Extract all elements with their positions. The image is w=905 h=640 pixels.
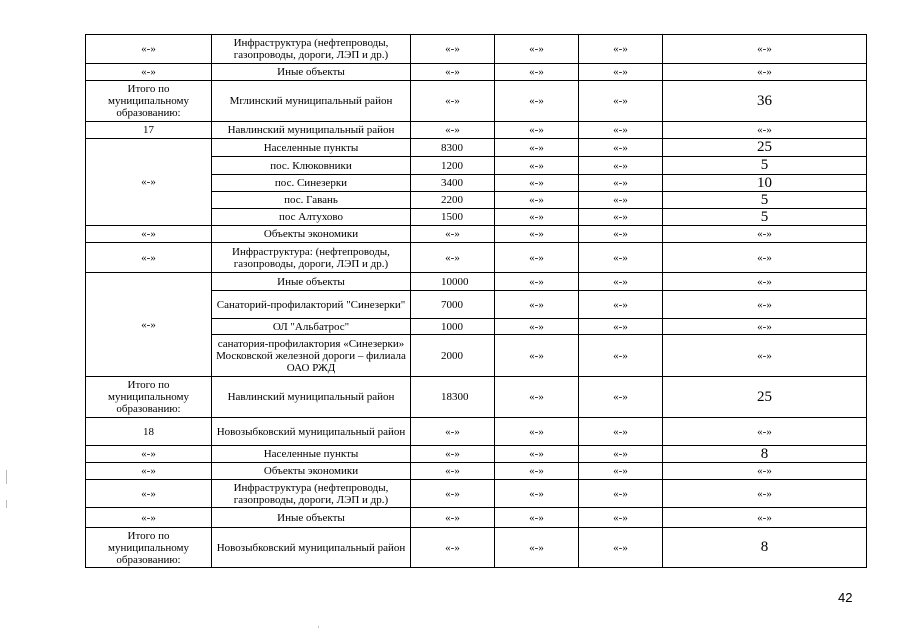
cell-col5: «-»: [579, 508, 663, 528]
table-row: [86, 64, 867, 81]
cell-col6: 8: [663, 446, 867, 463]
cell-col5: «-»: [579, 446, 663, 463]
cell-col3: «-»: [411, 418, 495, 446]
cell-col1: Итого по муниципальному образованию:: [86, 528, 212, 568]
table-row: [86, 463, 867, 480]
cell-col6: «-»: [663, 122, 867, 139]
cell-col4: «-»: [495, 226, 579, 243]
cell-col5: «-»: [579, 480, 663, 508]
cell-col1: 18: [86, 418, 212, 446]
cell-col4: «-»: [495, 64, 579, 81]
cell-col1: Итого по муниципальному образованию:: [86, 81, 212, 122]
cell-object: санатория-профилактория «Синезерки» Московской железной дороги – филиала ОАО РЖД: [212, 335, 411, 377]
cell-col3: «-»: [411, 243, 495, 273]
cell-object: Санаторий-профилакторий "Синезерки": [212, 291, 411, 319]
scan-mark: [6, 470, 7, 484]
table-row: [86, 35, 867, 64]
cell-col3: «-»: [411, 528, 495, 568]
cell-col4: «-»: [495, 139, 579, 157]
table-row-district: [86, 418, 867, 446]
cell-col1: «-»: [86, 35, 212, 64]
cell-object: пос. Гавань: [212, 192, 411, 209]
cell-col4: «-»: [495, 209, 579, 226]
cell-object: Населенные пункты: [212, 139, 411, 157]
table-row-total: [86, 377, 867, 418]
cell-col4: «-»: [495, 175, 579, 192]
cell-col3: 1000: [411, 319, 495, 335]
cell-col4: «-»: [495, 192, 579, 209]
table-row: [86, 226, 867, 243]
cell-col3: «-»: [411, 226, 495, 243]
cell-col3: 10000: [411, 273, 495, 291]
cell-col4: «-»: [495, 81, 579, 122]
cell-col3: 8300: [411, 139, 495, 157]
cell-col1: «-»: [86, 226, 212, 243]
cell-col1: «-»: [86, 463, 212, 480]
cell-col5: «-»: [579, 64, 663, 81]
cell-col5: «-»: [579, 273, 663, 291]
cell-col3: 1200: [411, 157, 495, 175]
table-row: [86, 446, 867, 463]
cell-col4: «-»: [495, 122, 579, 139]
table-row: [86, 139, 867, 157]
cell-object: пос Алтухово: [212, 209, 411, 226]
cell-col3: «-»: [411, 122, 495, 139]
cell-col1: «-»: [86, 243, 212, 273]
cell-object: пос. Клюковники: [212, 157, 411, 175]
cell-col3: «-»: [411, 480, 495, 508]
cell-col6: 36: [663, 81, 867, 122]
cell-object: Новозыбковский муниципальный район: [212, 528, 411, 568]
cell-col3: «-»: [411, 64, 495, 81]
cell-object: Инфраструктура (нефтепроводы, газопроводы, дороги, ЛЭП и др.): [212, 35, 411, 64]
cell-object: Населенные пункты: [212, 446, 411, 463]
cell-col3: 3400: [411, 175, 495, 192]
cell-col3: 1500: [411, 209, 495, 226]
cell-col4: «-»: [495, 446, 579, 463]
cell-col5: «-»: [579, 122, 663, 139]
cell-col5: «-»: [579, 319, 663, 335]
cell-col5: «-»: [579, 528, 663, 568]
cell-object: Объекты экономики: [212, 226, 411, 243]
cell-col4: «-»: [495, 157, 579, 175]
cell-col3: «-»: [411, 463, 495, 480]
cell-col5: «-»: [579, 335, 663, 377]
cell-col3: «-»: [411, 35, 495, 64]
cell-col4: «-»: [495, 335, 579, 377]
table-row: [86, 480, 867, 508]
cell-col3: 18300: [411, 377, 495, 418]
cell-object: Навлинский муниципальный район: [212, 122, 411, 139]
cell-col4: «-»: [495, 319, 579, 335]
table-row: [86, 273, 867, 291]
cell-object: Новозыбковский муниципальный район: [212, 418, 411, 446]
cell-col5: «-»: [579, 139, 663, 157]
cell-col4: «-»: [495, 377, 579, 418]
cell-col3: «-»: [411, 508, 495, 528]
cell-col5: «-»: [579, 35, 663, 64]
table-row-district: [86, 122, 867, 139]
cell-col5: «-»: [579, 209, 663, 226]
cell-col6: «-»: [663, 64, 867, 81]
cell-col4: «-»: [495, 35, 579, 64]
cell-col6: «-»: [663, 463, 867, 480]
cell-col3: 2200: [411, 192, 495, 209]
cell-col4: «-»: [495, 273, 579, 291]
cell-col6: «-»: [663, 319, 867, 335]
cell-col6: «-»: [663, 508, 867, 528]
cell-col6: «-»: [663, 480, 867, 508]
scan-mark: [6, 500, 7, 508]
cell-col3: «-»: [411, 81, 495, 122]
cell-col6: 10: [663, 175, 867, 192]
cell-col5: «-»: [579, 157, 663, 175]
table-row: [86, 243, 867, 273]
cell-col1: «-»: [86, 508, 212, 528]
cell-col3: «-»: [411, 446, 495, 463]
cell-col1: «-»: [86, 446, 212, 463]
cell-col6: 8: [663, 528, 867, 568]
cell-col1: «-»: [86, 139, 212, 226]
cell-col6: 5: [663, 157, 867, 175]
cell-col4: «-»: [495, 528, 579, 568]
cell-col4: «-»: [495, 508, 579, 528]
cell-col4: «-»: [495, 480, 579, 508]
page-number: 42: [838, 590, 853, 605]
cell-col6: «-»: [663, 273, 867, 291]
cell-col5: «-»: [579, 463, 663, 480]
cell-col1: «-»: [86, 273, 212, 377]
cell-col4: «-»: [495, 291, 579, 319]
cell-col1: Итого по муниципальному образованию:: [86, 377, 212, 418]
cell-object: пос. Синезерки: [212, 175, 411, 192]
cell-col3: 7000: [411, 291, 495, 319]
cell-object: Инфраструктура: (нефтепроводы, газопроводы, дороги, ЛЭП и др.): [212, 243, 411, 273]
cell-object: Объекты экономики: [212, 463, 411, 480]
cell-col5: «-»: [579, 226, 663, 243]
cell-col6: «-»: [663, 243, 867, 273]
cell-col6: «-»: [663, 226, 867, 243]
table-row-total: [86, 81, 867, 122]
cell-col1: «-»: [86, 480, 212, 508]
cell-object: Инфраструктура (нефтепроводы, газопроводы, дороги, ЛЭП и др.): [212, 480, 411, 508]
cell-col5: «-»: [579, 418, 663, 446]
cell-col6: «-»: [663, 35, 867, 64]
cell-col6: 25: [663, 139, 867, 157]
cell-col1: 17: [86, 122, 212, 139]
cell-col4: «-»: [495, 418, 579, 446]
protection-table: [85, 34, 867, 568]
cell-object: Мглинский муниципальный район: [212, 81, 411, 122]
scan-mark: [318, 626, 319, 628]
table-row: [86, 508, 867, 528]
cell-col6: «-»: [663, 335, 867, 377]
cell-col6: «-»: [663, 291, 867, 319]
cell-col4: «-»: [495, 243, 579, 273]
cell-col6: 5: [663, 209, 867, 226]
cell-col5: «-»: [579, 377, 663, 418]
cell-object: Навлинский муниципальный район: [212, 377, 411, 418]
cell-col5: «-»: [579, 243, 663, 273]
cell-col3: 2000: [411, 335, 495, 377]
cell-object: Иные объекты: [212, 64, 411, 81]
cell-col6: 25: [663, 377, 867, 418]
cell-col6: «-»: [663, 418, 867, 446]
cell-col5: «-»: [579, 192, 663, 209]
cell-col5: «-»: [579, 291, 663, 319]
cell-object: Иные объекты: [212, 508, 411, 528]
cell-col4: «-»: [495, 463, 579, 480]
cell-col6: 5: [663, 192, 867, 209]
cell-object: Иные объекты: [212, 273, 411, 291]
cell-object: ОЛ "Альбатрос": [212, 319, 411, 335]
table-row-total: [86, 528, 867, 568]
cell-col5: «-»: [579, 81, 663, 122]
cell-col5: «-»: [579, 175, 663, 192]
cell-col1: «-»: [86, 64, 212, 81]
